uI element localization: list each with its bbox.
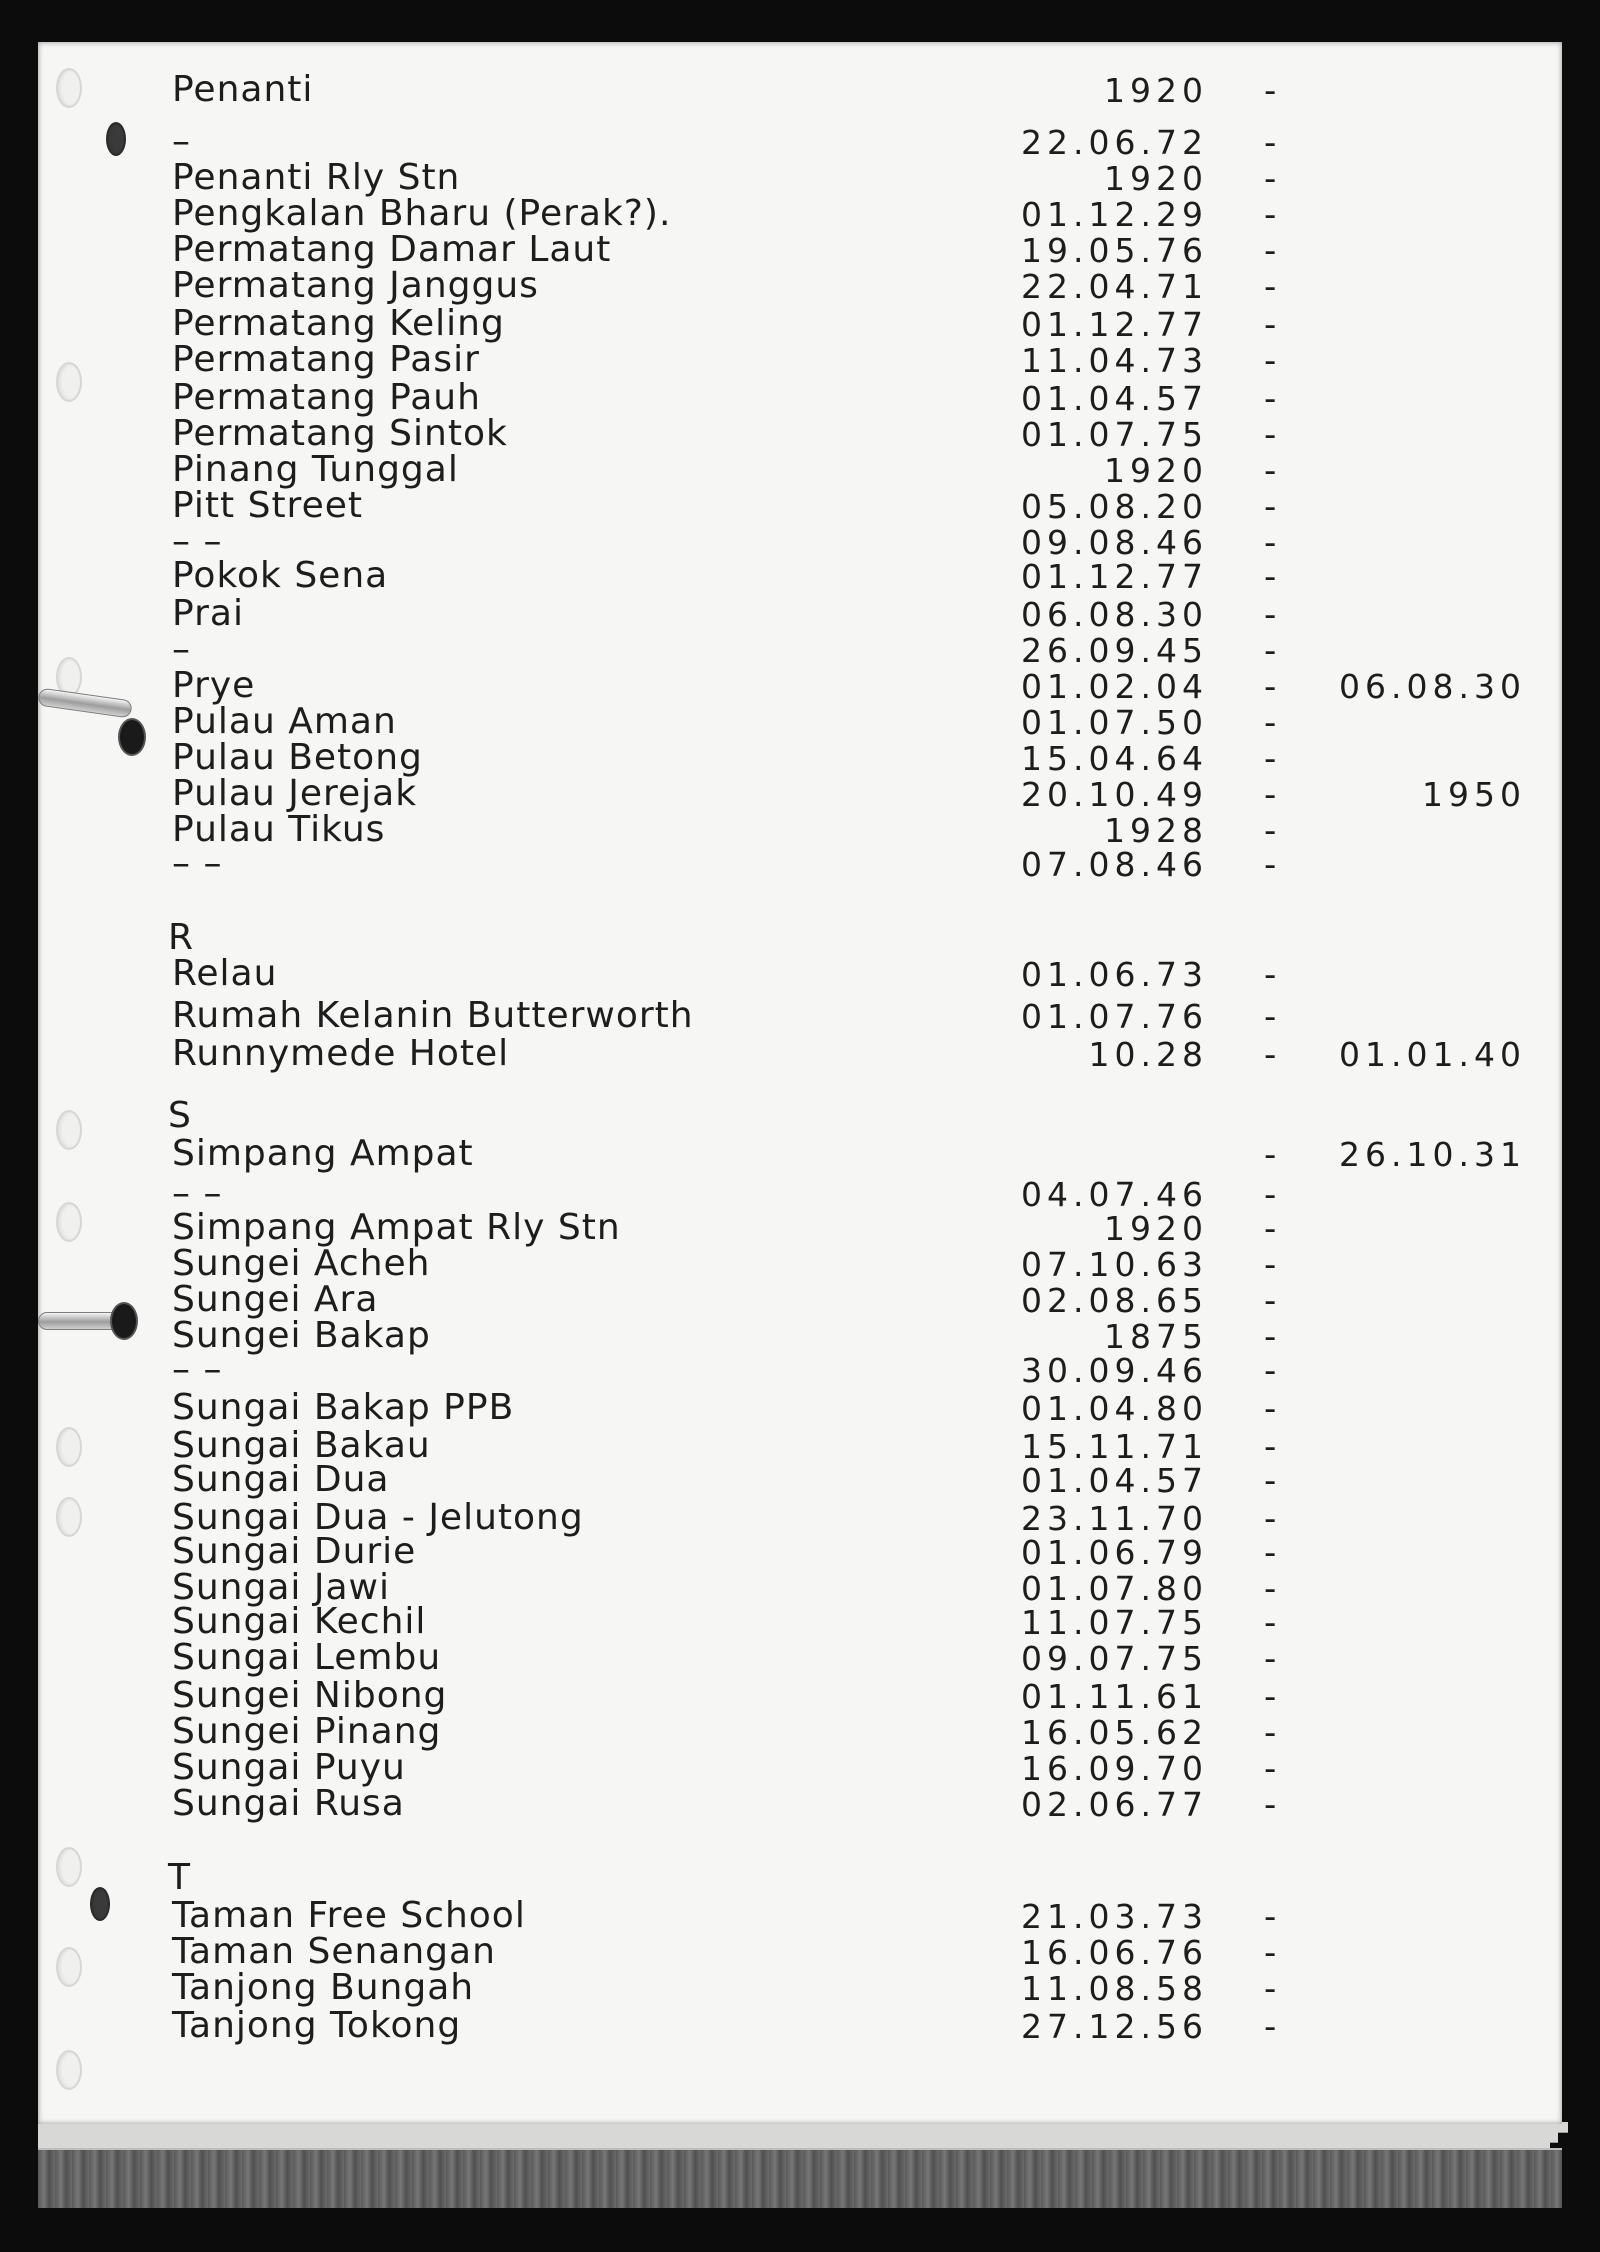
office-name: Pokok Sena xyxy=(172,555,389,596)
opened-date: 01.07.75 xyxy=(1021,415,1208,454)
date-separator: - xyxy=(1264,451,1278,491)
date-separator: - xyxy=(1264,703,1278,743)
closed-date: 26.10.31 xyxy=(1339,1135,1526,1174)
opened-date: 11.04.73 xyxy=(1021,341,1208,380)
binder-edge-strip xyxy=(38,2148,1562,2208)
punch-hole xyxy=(56,362,82,402)
date-separator: - xyxy=(1264,159,1278,199)
opened-date: 01.12.29 xyxy=(1021,195,1208,234)
office-name: Prye xyxy=(172,665,256,706)
section-letter: T xyxy=(168,1857,191,1898)
date-separator: - xyxy=(1264,1533,1278,1573)
office-name: Pulau Jerejak xyxy=(172,773,418,814)
office-name: Sungai Dua xyxy=(172,1459,390,1500)
punch-hole xyxy=(56,2050,82,2090)
opened-date: 01.04.80 xyxy=(1021,1389,1208,1428)
date-separator: - xyxy=(1264,775,1278,815)
office-name: Tanjong Tokong xyxy=(172,2005,462,2046)
date-separator: - xyxy=(1264,1933,1278,1973)
opened-date: 01.07.50 xyxy=(1021,703,1208,742)
opened-date: 19.05.76 xyxy=(1021,231,1208,270)
date-separator: - xyxy=(1264,195,1278,235)
punch-hole xyxy=(56,1847,82,1887)
date-separator: - xyxy=(1264,71,1278,111)
opened-date: 09.08.46 xyxy=(1021,523,1208,562)
date-separator: - xyxy=(1264,595,1278,635)
office-name: – xyxy=(172,629,191,670)
punch-hole xyxy=(106,122,126,156)
opened-date: 01.11.61 xyxy=(1021,1677,1208,1716)
punch-hole xyxy=(56,1202,82,1242)
punch-hole xyxy=(56,1947,82,1987)
office-name: Prai xyxy=(172,593,244,634)
office-name: Sungei Ara xyxy=(172,1279,379,1320)
date-separator: - xyxy=(1264,557,1278,597)
opened-date: 1920 xyxy=(1104,1209,1208,1248)
date-separator: - xyxy=(1264,1461,1278,1501)
opened-date: 09.07.75 xyxy=(1021,1639,1208,1678)
date-separator: - xyxy=(1264,2007,1278,2047)
office-name: Sungei Bakap xyxy=(172,1315,431,1356)
opened-date: 21.03.73 xyxy=(1021,1897,1208,1936)
opened-date: 07.08.46 xyxy=(1021,845,1208,884)
opened-date: 01.07.76 xyxy=(1021,997,1208,1036)
opened-date: 06.08.30 xyxy=(1021,595,1208,634)
opened-date: 10.28 xyxy=(1088,1035,1208,1074)
date-separator: - xyxy=(1264,1281,1278,1321)
date-separator: - xyxy=(1264,1569,1278,1609)
office-name: Permatang Damar Laut xyxy=(172,229,612,270)
date-separator: - xyxy=(1264,1499,1278,1539)
date-separator: - xyxy=(1264,845,1278,885)
date-separator: - xyxy=(1264,1135,1278,1175)
office-name: Sungai Bakau xyxy=(172,1425,431,1466)
handwritten-album-page xyxy=(38,42,1562,2124)
date-separator: - xyxy=(1264,1713,1278,1753)
office-name: Sungei Nibong xyxy=(172,1675,448,1716)
date-separator: - xyxy=(1264,1389,1278,1429)
office-name: Taman Senangan xyxy=(172,1931,496,1972)
office-name: – – xyxy=(172,1349,223,1390)
office-name: Taman Free School xyxy=(172,1895,526,1936)
office-name: Rumah Kelanin Butterworth xyxy=(172,995,694,1036)
office-name: Pulau Aman xyxy=(172,701,397,742)
closed-date: 01.01.40 xyxy=(1339,1035,1526,1074)
office-name: Permatang Sintok xyxy=(172,413,508,454)
office-name: Permatang Janggus xyxy=(172,265,539,306)
date-separator: - xyxy=(1264,267,1278,307)
opened-date: 1920 xyxy=(1104,451,1208,490)
opened-date: 22.06.72 xyxy=(1021,123,1208,162)
closed-date: 1950 xyxy=(1422,775,1526,814)
office-name: Permatang Pauh xyxy=(172,377,481,418)
date-separator: - xyxy=(1264,1639,1278,1679)
punch-hole xyxy=(56,1497,82,1537)
office-name: Sungei Acheh xyxy=(172,1243,431,1284)
office-name: Simpang Ampat Rly Stn xyxy=(172,1207,621,1248)
office-name: Sungai Durie xyxy=(172,1531,417,1572)
opened-date: 11.08.58 xyxy=(1021,1969,1208,2008)
date-separator: - xyxy=(1264,523,1278,563)
office-name: Sungei Pinang xyxy=(172,1711,442,1752)
date-separator: - xyxy=(1264,379,1278,419)
office-name: – – xyxy=(172,1173,223,1214)
section-letter: S xyxy=(168,1095,192,1136)
office-name: – xyxy=(172,121,191,162)
office-name: Sungai Jawi xyxy=(172,1567,390,1608)
opened-date: 23.11.70 xyxy=(1021,1499,1208,1538)
opened-date: 16.05.62 xyxy=(1021,1713,1208,1752)
office-name: Sungai Lembu xyxy=(172,1637,442,1678)
opened-date: 01.07.80 xyxy=(1021,1569,1208,1608)
opened-date: 01.06.79 xyxy=(1021,1533,1208,1572)
office-name: Penanti xyxy=(172,69,314,110)
punch-hole xyxy=(56,1427,82,1467)
date-separator: - xyxy=(1264,631,1278,671)
opened-date: 1875 xyxy=(1104,1317,1208,1356)
opened-date: 02.08.65 xyxy=(1021,1281,1208,1320)
date-separator: - xyxy=(1264,123,1278,163)
opened-date: 16.09.70 xyxy=(1021,1749,1208,1788)
opened-date: 20.10.49 xyxy=(1021,775,1208,814)
date-separator: - xyxy=(1264,231,1278,271)
date-separator: - xyxy=(1264,667,1278,707)
office-name: Sungai Bakap PPB xyxy=(172,1387,515,1428)
date-separator: - xyxy=(1264,341,1278,381)
office-name: Pulau Tikus xyxy=(172,809,386,850)
opened-date: 1920 xyxy=(1104,71,1208,110)
office-name: Permatang Keling xyxy=(172,303,505,344)
date-separator: - xyxy=(1264,1749,1278,1789)
office-name: Sungai Puyu xyxy=(172,1747,406,1788)
office-name: Pengkalan Bharu (Perak?). xyxy=(172,193,672,234)
office-name: Sungai Rusa xyxy=(172,1783,405,1824)
punch-hole xyxy=(56,1110,82,1150)
opened-date: 01.04.57 xyxy=(1021,1461,1208,1500)
opened-date: 27.12.56 xyxy=(1021,2007,1208,2046)
date-separator: - xyxy=(1264,1351,1278,1391)
opened-date: 1920 xyxy=(1104,159,1208,198)
opened-date: 01.04.57 xyxy=(1021,379,1208,418)
date-separator: - xyxy=(1264,997,1278,1037)
opened-date: 15.04.64 xyxy=(1021,739,1208,778)
date-separator: - xyxy=(1264,1897,1278,1937)
opened-date: 01.02.04 xyxy=(1021,667,1208,706)
date-separator: - xyxy=(1264,1209,1278,1249)
binder-ring-end xyxy=(110,1302,138,1340)
opened-date: 1928 xyxy=(1104,811,1208,850)
closed-date: 06.08.30 xyxy=(1339,667,1526,706)
office-name: Pinang Tunggal xyxy=(172,449,459,490)
date-separator: - xyxy=(1264,1677,1278,1717)
date-separator: - xyxy=(1264,1245,1278,1285)
office-name: Penanti Rly Stn xyxy=(172,157,461,198)
office-name: Simpang Ampat xyxy=(172,1133,474,1174)
date-separator: - xyxy=(1264,1175,1278,1215)
office-name: Pulau Betong xyxy=(172,737,423,778)
opened-date: 01.12.77 xyxy=(1021,557,1208,596)
opened-date: 04.07.46 xyxy=(1021,1175,1208,1214)
date-separator: - xyxy=(1264,1427,1278,1467)
opened-date: 22.04.71 xyxy=(1021,267,1208,306)
office-name: Tanjong Bungah xyxy=(172,1967,475,2008)
date-separator: - xyxy=(1264,739,1278,779)
opened-date: 05.08.20 xyxy=(1021,487,1208,526)
office-name: Relau xyxy=(172,953,278,994)
date-separator: - xyxy=(1264,1785,1278,1825)
opened-date: 11.07.75 xyxy=(1021,1603,1208,1642)
office-name: Sungai Dua - Jelutong xyxy=(172,1497,584,1538)
date-separator: - xyxy=(1264,1035,1278,1075)
office-name: Permatang Pasir xyxy=(172,339,480,380)
office-name: – – xyxy=(172,843,223,884)
opened-date: 01.12.77 xyxy=(1021,305,1208,344)
office-name: Runnymede Hotel xyxy=(172,1033,510,1074)
date-separator: - xyxy=(1264,1969,1278,2009)
opened-date: 07.10.63 xyxy=(1021,1245,1208,1284)
punch-hole xyxy=(90,1887,110,1921)
punch-hole xyxy=(56,68,82,108)
opened-date: 02.06.77 xyxy=(1021,1785,1208,1824)
office-name: Pitt Street xyxy=(172,485,363,526)
date-separator: - xyxy=(1264,1317,1278,1357)
date-separator: - xyxy=(1264,487,1278,527)
opened-date: 16.06.76 xyxy=(1021,1933,1208,1972)
section-letter: R xyxy=(168,917,195,958)
office-name: – – xyxy=(172,521,223,562)
date-separator: - xyxy=(1264,1603,1278,1643)
opened-date: 15.11.71 xyxy=(1021,1427,1208,1466)
opened-date: 30.09.46 xyxy=(1021,1351,1208,1390)
date-separator: - xyxy=(1264,415,1278,455)
opened-date: 26.09.45 xyxy=(1021,631,1208,670)
date-separator: - xyxy=(1264,811,1278,851)
date-separator: - xyxy=(1264,305,1278,345)
opened-date: 01.06.73 xyxy=(1021,955,1208,994)
office-name: Sungai Kechil xyxy=(172,1601,427,1642)
binder-ring-end xyxy=(118,718,146,756)
date-separator: - xyxy=(1264,955,1278,995)
